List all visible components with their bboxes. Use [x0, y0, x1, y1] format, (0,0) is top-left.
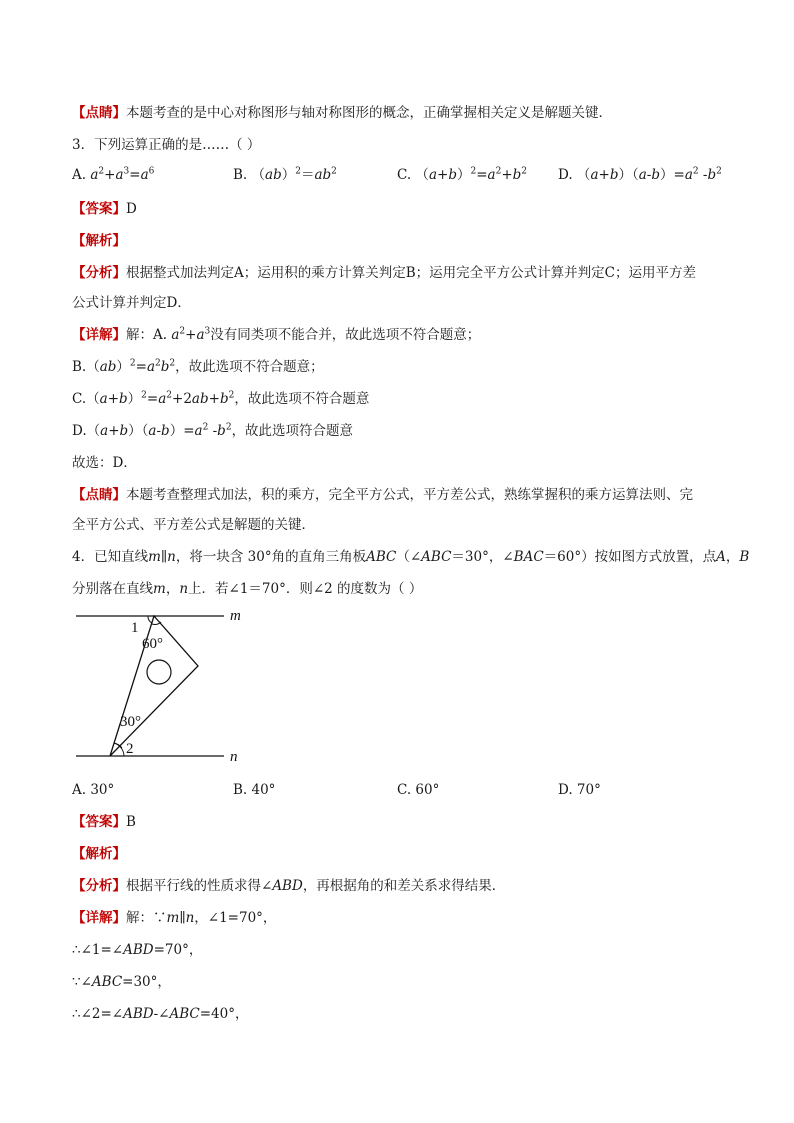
angle-1-arc [148, 616, 152, 623]
q4-fenxi: 【分析】根据平行线的性质求得∠ABD，再根据角的和差关系求得结果． [72, 878, 506, 894]
q4-option-a: A. 30° [72, 782, 115, 798]
q3-jiexi: 【解析】 [72, 233, 126, 249]
q3-dianjing-line1: 【点睛】本题考查整理式加法，积的乘方，完全平方公式，平方差公式，熟练掌握积的乘方运算法则、完 [72, 487, 693, 503]
q3-option-d: D. $(a+b)(a-b)=a^2$ $-b^2$ [558, 166, 722, 183]
q4-option-c: C. 60° [397, 782, 440, 798]
q4-option-b: B. 40° [233, 782, 276, 798]
q3-detail-2: $B.(ab)^2=a^2b^2$，故此选项不符合题意； [72, 358, 324, 375]
q3-conclusion: 故选：D． [72, 455, 137, 471]
label-n: n [230, 749, 238, 765]
q4-stem-line1: 4．已知直线m∥n，将一块含 30°角的直角三角板ABC（∠ABC＝30°，∠BAC＝60°）按如图方式放置，点A，B [72, 549, 750, 565]
q4-detail-2: ∴∠1=∠ABD=70°， [72, 942, 203, 958]
q3-option-b: B. $(ab)^2=ab^2$ [233, 166, 337, 183]
q3-answer: 【答案】D [72, 201, 137, 217]
label-30-deg: 30° [120, 714, 141, 730]
dianjing-q2 [72, 104, 612, 122]
dianjing-text: 本题考查的是中心对称图形与轴对称图形的概念，正确掌握相关定义是解题关键． [126, 105, 612, 121]
q3-fenxi-line1: 【分析】根据整式加法判定A；运用积的乘方计算关判定B；运用完全平方公式计算并判定C；运用平方差 [72, 265, 696, 281]
q4-jiexi: 【解析】 [72, 846, 126, 862]
triangle-figure [72, 602, 252, 770]
q3-stem: 3．下列运算正确的是……（ ） [72, 137, 261, 153]
q3-option-c: C. $(a+b)^2=a^2+b^2$ [397, 166, 528, 183]
label-angle-2: 2 [126, 741, 134, 757]
q3-option-a: A. $a^2+a^3=a^6$ [72, 166, 155, 183]
q4-detail-3: ∵∠ABC=30°， [72, 974, 171, 990]
label-m: m [230, 608, 241, 624]
q3-dianjing-line2: 全平方公式、平方差公式是解题的关键． [72, 517, 315, 533]
q3-detail-4: $D.(a+b)(a-b)=a^2$ $-b^2$，故此选项符合题意 [72, 422, 354, 439]
q3-detail-3: $C.(a+b)^2=a^2+2ab+b^2$，故此选项不符合题意 [72, 390, 370, 407]
q4-option-d: D. 70° [558, 782, 601, 798]
q4-detail-4: ∴∠2=∠ABD-∠ABC=40°， [72, 1006, 249, 1022]
label-angle-1: 1 [131, 620, 139, 636]
q4-answer: 【答案】B [72, 814, 136, 830]
label-60-deg: 60° [142, 636, 163, 652]
dianjing-tag: 【点睛】 [72, 105, 126, 121]
q3-fenxi-line2: 公式计算并判定D． [72, 295, 191, 311]
q3-detail-1: 【详解】解：A. $a^2+a^3$没有同类项不能合并，故此选项不符合题意； [72, 326, 481, 343]
q4-detail-1: 【详解】解：∵m∥n，∠1=70°， [72, 910, 277, 926]
set-square-hole [147, 660, 171, 684]
q4-stem-line2: 分别落在直线m，n上．若∠1＝70°．则∠2 的度数为（ ） [72, 581, 423, 597]
